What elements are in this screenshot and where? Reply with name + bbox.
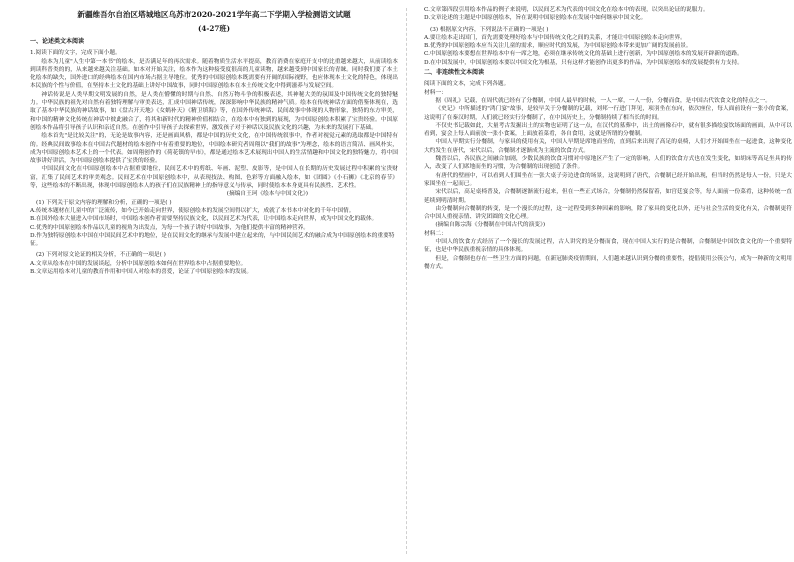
left-column xyxy=(30,6,398,276)
material-paragraph: 不仅史书记载如此，大量考古发掘出土的实物也证明了这一点，在汉代的墓葬中，出土的画像石中，就有很多描绘宴饮场面的画面，从中可以看到，宴会上每人面前放一张小食案，上面放着菜肴，各自食用，这就是所谓的分餐制。 xyxy=(424,122,792,138)
sub-question-1: (1) 下列关于原文内容的理解和分析，正确的一项是( ) xyxy=(36,199,172,206)
option-c: C.优秀的中国原创绘本作品以儿童的视角为出发点，为每一个孩子讲好中国故事，为他们提供丰富的精神营养。 xyxy=(30,224,309,231)
material-paragraph: 《史记》中所描述的"鸿门宴"故事，是较早关于分餐制的记载，刘邦一行进门拜见，项羽坐在东向，依次座位，每人面前设有一张小的食案，这说明了在秦汉时期，人们就已经实行分餐制了，在中国历史上，分餐制持续了相当长的时间。 xyxy=(424,106,792,121)
option-b: B.在国外绘本大量进入中国市场时，中国绘本创作者需要坚持民族文化，以民间艺术为代表，让中国绘本走向世界，成为中国文化的载体。 xyxy=(30,216,378,223)
sub-question-2: (2) 下列对原文论证的相关分析，不正确的一项是( ) xyxy=(36,252,166,259)
option-a: A.文章从绘本在中国的发展谈起，分析中国原创绘本如何在世界绘本中占据重要地位。 xyxy=(30,260,247,267)
section-heading-1: 一、论述类文本阅读 xyxy=(30,38,85,45)
column-divider xyxy=(406,8,407,554)
right-column xyxy=(424,6,792,271)
material-paragraph: 有唐代的壁画中，可以看到人们围坐在一张大桌子旁边进食的场景，这说明到了唐代，合餐制已经开始出现，但当时仍然是每人一份，只是大家围坐在一起而已。 xyxy=(424,172,792,187)
option-c: C.中国原创绘本要想在世界绘本中有一席之地，必须在继承传统文化的基础上进行创新，为中国原创绘本的发展开辟新的道路。 xyxy=(424,51,743,58)
material-paragraph: 中国人早期实行分餐制，与家具的使用有关，中国人早期是席地而坐的，直到后来出现了高足的桌椅，人们才开始围坐在一起进食，这种变化大约发生在唐代，宋代以后，合餐制才逐渐成为主流的饮食方式。 xyxy=(424,139,792,154)
material-paragraph: 由分餐制向合餐制的转变，是一个漫长的过程，这一过程受到多种因素的影响，除了家具的变化以外，还与社会生活的变化有关，合餐制更符合中国人重视亲情、讲究团圆的文化心理。 xyxy=(424,205,792,221)
question-intro: 1.阅读下面的文字，完成下面小题。 xyxy=(30,50,121,57)
material-paragraph: 宋代以后，高足桌椅普及，合餐制逐渐流行起来，但在一些正式场合，分餐制仍然保留着，如宫廷宴会等，每人面前一份菜肴，这种传统一直延续到明清时期。 xyxy=(424,189,792,204)
passage-paragraph: 绘本为儿童"人生中第一本书"的绘本，是否满足年的再次需求。随着物质生活水平提高，教育消费在家庭开支中的比重越来越大，从前读绘本到读科普类的的，从来越来越关注基础。如本对开始关注，绘本作为这种接受度很高的儿童读物，越来越受到中国家长的青睐。同时我们要了本土化绘本的缺失，国外进口的经典绘本在国内市场占据主导地位。优秀的中国原创绘本既需要有开阔的国际视野，也应体现本土文化的特色，体现出本民族的个性与价值，在坚持本土文化的基础上讲好中国故事，同时中国原创绘本在本土传统文化中得到滋养与发展空间。 xyxy=(30,58,398,90)
material-label: 材料一： xyxy=(424,89,447,96)
passage-paragraph: 神话传说是人类早期文明发展的自然，是人类在懵懂的时期与自然、自然万物斗争的积极表述，其神秘大美的氛围及中国传统文化的独特魅力。中华民族的祖先对自然有着独特理解与审美表达，汇成中国神话传统，深深影响中华民族的精神气质。绘本在传统神话方面的借鉴体现在，选取了基本中华民族的神话故事，如《盘古开天地》《女娲补天》《精卫填海》等，在国外传统神话、民间故事中体现的人物形象，独特的东方审美，和中国的精神文化传统在神话中彼此融合了，将其和新时代的精神价值相结合，在绘本中有独到的展现，为中国原创绘本积累了宝贵经验。中国原创绘本作品将引导孩子认识和亲近自然。在创作中引导孩子去探索世界，激发孩子对于神话以及民族文化的兴趣，为未来的发展打下基础。 xyxy=(30,91,398,131)
exam-subtitle: (4-27班) xyxy=(198,24,230,33)
passage-paragraph: 中国民间文化在中国原创绘本中占据重要地位，民间艺术中的剪纸、年画、泥塑、皮影等，是中国人在长期的历史发展过程中积累的宝贵财富，汇集了民间艺术的审美观念。民间艺术在中国原创绘本中，从表现技法、构图、色彩等方面融入绘本，如《团圆》《小石狮》《北京的春节》等，这些绘本的不断出现，体现中国原创绘本人的孩子们在民族精神上的指导意义与传承，同时使绘本本身更具有民族性、艺术性。 xyxy=(30,166,398,190)
question-intro: 阅读下面的文本，完成下列各题。 xyxy=(424,81,510,88)
option-a: A.要让绘本走出国门，首先需要处理好绘本与中国传统文化之间的关系，才能让中国原创绘本走向世界。 xyxy=(424,34,686,41)
option-b: B.文章运用绘本对儿童的教育作用和中国人对绘本的喜爱，论证了中国原创绘本的发展。 xyxy=(30,269,253,276)
passage-paragraph: 绘本首先"是比较关注"的，无论是故事内容，还是画面风格，都是中国的历史文化，在中国传统叙事中，作者对视觉元素的选取都是中国特有的。经典民间故事绘本在中国古代题材的绘本创作中有着重要的地位，中国绘本研究者周翔以"我们的故事"为理念，绘本的语言简洁、画风朴实，成为中国原创绘本艺术上的一个代表。如周翔创作的《荷花镇的早市》，都是通过绘本艺术展现出中国人的生活情趣和中国文化的独特魅力，将中国故事讲好讲活，为中国原创绘本提供了宝贵的经验。 xyxy=(30,133,398,165)
material-paragraph: 魏晋以后，各民族之间融合加剧，少数民族的饮食习惯对中原地区产生了一定的影响，人们的饮食方式也在发生变化，如胡床等高足坐具的传入，改变了人们席地而坐的习惯，为合餐制的出现创造了条件。 xyxy=(424,156,792,171)
material-source: (摘编自陈宗海《分餐制在中国古代的演变》) xyxy=(435,222,546,229)
exam-title: 新疆维吾尔自治区塔城地区乌苏市2020-2021学年高二下学期入学检测语文试题 xyxy=(77,10,351,19)
sub-question-3: (3) 根据原文内容，下列说法不正确的一项是( ) xyxy=(430,26,549,33)
passage-source: (摘编自王珂《绘本与中国文化》) xyxy=(226,191,308,198)
material-paragraph: 但是，合餐制也存在一些卫生方面的问题，在新冠肺炎疫情期间，人们越来越认识到分餐的重要性，提倡使用公筷公勺，成为一种新的文明用餐方式。 xyxy=(424,255,792,270)
material-paragraph: 中国人的饮食方式经历了一个漫长的发展过程，古人讲究的是分餐而食，现在中国人实行的是合餐制，合餐制是中国饮食文化的一个重要特征，也是中华民族重视亲情的具体体现。 xyxy=(424,239,792,254)
material-label: 材料二： xyxy=(424,230,447,237)
option-d: D.作为独特原创绘本中国在中国民间艺术中的地位，是在民间文化的继承与发展中建立起来的，与中国民间艺术的融合成为中国原创绘本的重要特征。 xyxy=(30,232,395,248)
option-d: D.在中国发展中，中国原创绘本要以中国文化为根基，只有这样才能创作出更多的作品，为中国原创绘本的发展提供有力支持。 xyxy=(424,59,743,66)
section-heading-2: 二、非连续性文本阅读 xyxy=(424,69,485,77)
material-paragraph: 据《周礼》记载，在周代就已经有了分餐制，中国人最早的时候，一人一席，一人一份，分餐而食，是中国古代饮食文化的特点之一。 xyxy=(435,97,771,104)
option-c: C.文章第四段引用绘本作品的例子来说明，以民间艺术为代表的中国文化在绘本中的表现，以突出论证的说服力。 xyxy=(424,7,709,13)
option-b: B.优秀的中国原创绘本应当关注儿童的需求，顺应时代的发展，为中国原创绘本带来更加广阔的发展前景。 xyxy=(424,43,692,50)
option-d: D.文章论述的主题是中国原创绘本，旨在说明中国原创绘本在发展中如何继承中国文化。 xyxy=(424,15,647,22)
option-a: A.传统本题材在儿童中的广泛流传，如今已开始走向世界，使原创绘本的发展空间得以扩大，成就了本书本中对化的千年中国情。 xyxy=(30,207,355,214)
